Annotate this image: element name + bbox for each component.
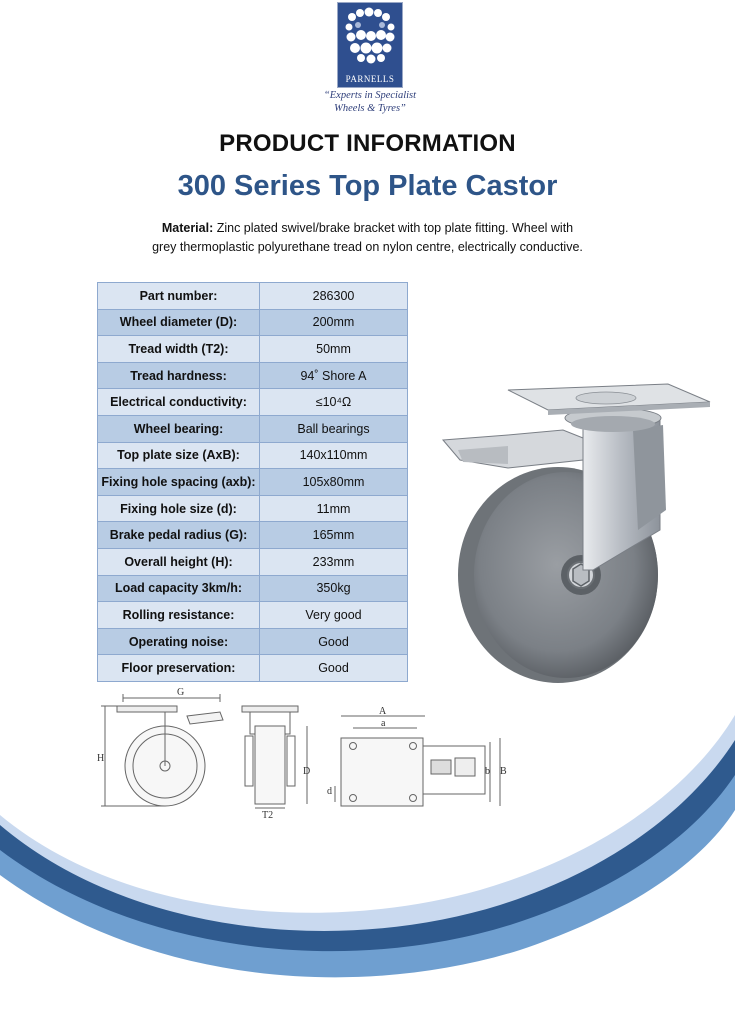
table-row [98, 469, 408, 496]
brand-tagline-line2: Wheels & Tyres” [334, 103, 406, 114]
table-row [98, 602, 408, 629]
table-row [98, 575, 408, 602]
section-title: PRODUCT INFORMATION [219, 130, 516, 157]
spec-value: 140x110mm [260, 442, 408, 469]
product-title: 300 Series Top Plate Castor [177, 170, 558, 202]
spec-value: ≤10⁴Ω [260, 389, 408, 416]
table-row [98, 548, 408, 575]
dim-label-b-upper: B [500, 766, 507, 777]
spec-value: Very good [260, 602, 408, 629]
spec-label: Tread width (T2): [98, 336, 260, 363]
spec-label: Floor preservation: [98, 655, 260, 682]
material-line2: grey thermoplastic polyurethane tread on nylon centre, electrically conductive. [152, 240, 583, 254]
table-row [98, 628, 408, 655]
spec-value: Good [260, 655, 408, 682]
spec-value: 105x80mm [260, 469, 408, 496]
brand-tagline-line1: “Experts in Specialist [323, 90, 417, 101]
spec-value: Good [260, 628, 408, 655]
table-row [98, 309, 408, 336]
spec-label: Wheel bearing: [98, 415, 260, 442]
spec-label: Load capacity 3km/h: [98, 575, 260, 602]
material-label: Material: [161, 221, 214, 235]
brand-logo [337, 2, 403, 88]
spec-label: Wheel diameter (D): [98, 309, 260, 336]
spec-label: Brake pedal radius (G): [98, 522, 260, 549]
castor-product-image [438, 380, 728, 690]
spec-label: Operating noise: [98, 628, 260, 655]
dim-label-b-lower: b [485, 766, 490, 777]
table-row [98, 283, 408, 310]
logo-dots-icon [338, 3, 402, 73]
spec-value: 350kg [260, 575, 408, 602]
dim-label-a-upper: A [379, 706, 387, 717]
spec-table [97, 282, 408, 682]
spec-label: Fixing hole size (d): [98, 495, 260, 522]
dim-label-a-lower: a [381, 718, 386, 729]
spec-value: 165mm [260, 522, 408, 549]
dim-label-d-lower: d [327, 786, 332, 797]
spec-label: Top plate size (AxB): [98, 442, 260, 469]
spec-value: 200mm [260, 309, 408, 336]
spec-label: Rolling resistance: [98, 602, 260, 629]
dim-label-t2: T2 [262, 810, 274, 821]
spec-label: Tread hardness: [98, 362, 260, 389]
table-row [98, 415, 408, 442]
dim-label-g: G [177, 687, 185, 698]
spec-label: Electrical conductivity: [98, 389, 260, 416]
table-row [98, 522, 408, 549]
spec-value: 233mm [260, 548, 408, 575]
spec-label: Fixing hole spacing (axb): [98, 469, 260, 496]
table-row [98, 655, 408, 682]
material-text-1: Zinc plated swivel/brake bracket with top plate fitting. Wheel with [213, 221, 574, 235]
spec-value: Ball bearings [260, 415, 408, 442]
spec-value: 11mm [260, 495, 408, 522]
dim-label-h: H [97, 753, 105, 764]
table-row [98, 362, 408, 389]
brand-name: PARNELLS [345, 74, 395, 84]
dim-label-d: D [303, 766, 311, 777]
table-row [98, 389, 408, 416]
spec-value: 286300 [260, 283, 408, 310]
table-row [98, 495, 408, 522]
material-line1 [0, 219, 735, 238]
decorative-swoosh [0, 700, 735, 1024]
spec-label: Overall height (H): [98, 548, 260, 575]
table-row [98, 336, 408, 363]
spec-value: 94˚ Shore A [260, 362, 408, 389]
spec-value: 50mm [260, 336, 408, 363]
table-row [98, 442, 408, 469]
spec-label: Part number: [98, 283, 260, 310]
